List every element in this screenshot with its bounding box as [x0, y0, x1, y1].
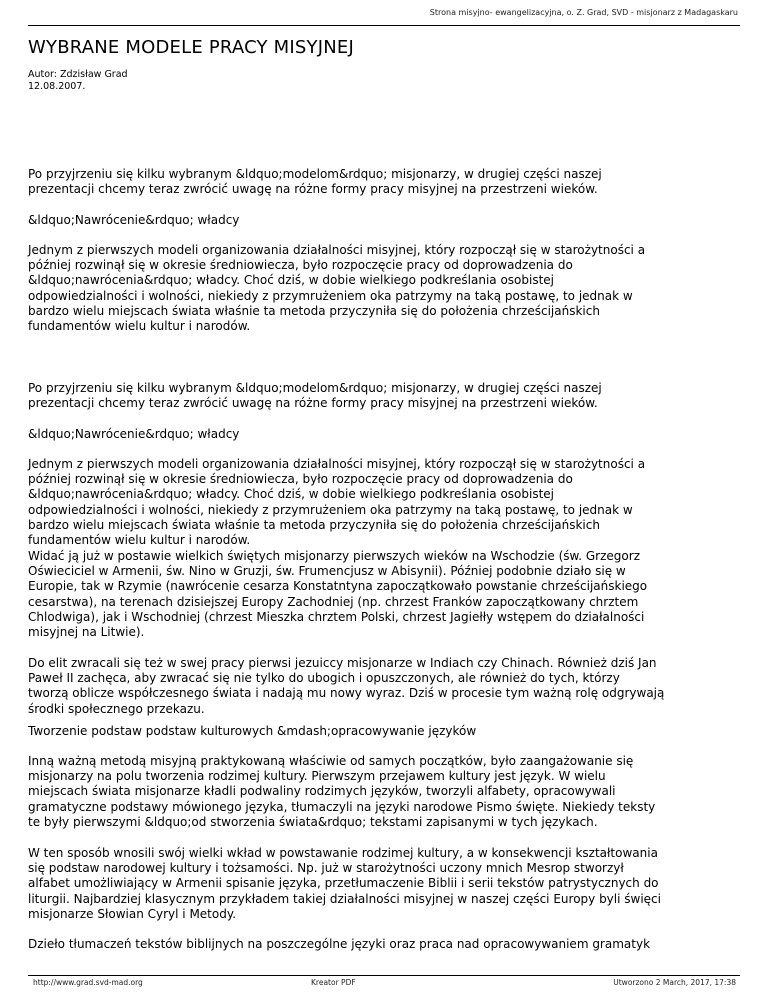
- text-line: prezentacji chcemy teraz zwrócić uwagę na różne formy pracy misyjnej na przestrzeni wieków.: [28, 396, 598, 411]
- text-line: te były pierwszymi &ldquo;od stworzenia świata&rdquo; tekstami zapisanymi w tych językach.: [28, 814, 598, 829]
- text-line: później rozwinął się w okresie średniowiecza, było rozpoczęcie pracy od doprowadzenia do: [28, 258, 573, 273]
- text-line: miejscach świata misjonarze kładli podwaliny rodzimych języków, tworzyli alfabety, opracowywali: [28, 784, 616, 799]
- text-line: misyjnej na Litwie).: [28, 625, 145, 640]
- footer-created: Utworzono 2 March, 2017, 17:38: [613, 978, 736, 987]
- paragraph-culture: [28, 846, 740, 922]
- text-line: W ten sposób wnosili swój wielki wkład w powstawanie rodzimej kultury, a w konsekwencji kształtowania: [28, 846, 658, 860]
- text-line: fundamentów wielu kultur i narodów.: [28, 319, 251, 334]
- paragraph-elites: [28, 656, 740, 717]
- text-line: odpowiedzialności i wolności, niekiedy z przymrużeniem oka patrzymy na taką postawę, to jednak w: [28, 502, 633, 517]
- paragraph-conversion-1: [28, 243, 740, 334]
- text-line: Dzieło tłumaczeń tekstów biblijnych na poszczególne języki oraz praca nad opracowywaniem gramatyk: [28, 937, 651, 951]
- footer-generator: Kreator PDF: [311, 978, 356, 987]
- paragraph-saints: [28, 549, 740, 640]
- text-line: prezentacji chcemy teraz zwrócić uwagę na różne formy pracy misyjnej na przestrzeni wieków.: [28, 182, 598, 197]
- header-divider: [28, 25, 740, 26]
- author-line: Autor: Zdzisław Grad: [28, 69, 128, 80]
- text-line: bardzo wielu miejscach świata właśnie ta metoda przyczyniła się do położenia chrześcijańskich: [28, 517, 600, 532]
- text-line: alfabet umożliwiający w Armenii spisanie języka, przetłumaczenie Biblii i serii tekstów patrystycznych do: [28, 876, 659, 891]
- paragraph-conversion-2: [28, 457, 740, 548]
- text-line: Po przyjrzeniu się kilku wybranym &ldquo;modelom&rdquo; misjonarzy, w drugiej części naszej: [28, 381, 602, 395]
- text-line: &ldquo;Nawrócenie&rdquo; władcy: [28, 427, 240, 441]
- text-line: Chlodwiga), jak i Wschodniej (chrzest Mieszka chrztem Polski, chrzest Jagiełły wstępem do działalności: [28, 609, 645, 624]
- footer-url[interactable]: http://www.grad.svd-mad.org: [33, 978, 143, 987]
- text-line: misjonarze Słowian Cyryl i Metody.: [28, 906, 237, 921]
- paragraph-languages: [28, 754, 740, 830]
- text-line: fundamentów wielu kultur i narodów.: [28, 533, 251, 548]
- text-line: gramatyczne podstawy mówionego języka, tłumaczyli na języki narodowe Pismo święte. Niekiedy teksty: [28, 799, 656, 814]
- paragraph-intro-1: [28, 167, 740, 197]
- article-meta: [28, 69, 128, 93]
- date-line: 12.08.2007.: [28, 81, 86, 92]
- article-title: WYBRANE MODELE PRACY MISYJNEJ: [28, 37, 354, 58]
- text-line: &ldquo;nawrócenia&rdquo; władcy. Choć dziś, w dobie wielkiego podkreślania osobistej: [28, 487, 555, 502]
- subheading-conversion-1: [28, 213, 740, 228]
- text-line: liturgii. Najbardziej klasycznym przykładem takiej działalności misyjnej w naszej części Europy byli święci: [28, 891, 661, 906]
- text-line: Inną ważną metodą misyjną praktykowaną właściwie od samych początków, było zaangażowanie się: [28, 754, 634, 768]
- text-line: &ldquo;Nawrócenie&rdquo; władcy: [28, 213, 240, 227]
- text-line: tworzą oblicze współczesnego świata i nadają mu nowy wyraz. Dziś w procesie tym ważną rolę odgrywają: [28, 686, 665, 701]
- text-line: Tworzenie podstaw podstaw kulturowych &mdash;opracowywanie języków: [28, 724, 477, 738]
- page-header: Strona misyjno- ewangelizacyjna, o. Z. Grad, SVD - misjonarz z Madagaskaru: [429, 8, 738, 17]
- text-line: Jednym z pierwszych modeli organizowania działalności misyjnej, który rozpoczął się w starożytności a: [28, 457, 646, 471]
- text-line: środki społecznego przekazu.: [28, 701, 205, 716]
- text-line: misjonarzy na polu tworzenia rodzimej kultury. Pierwszym przejawem kultury jest język. W wielu: [28, 769, 606, 784]
- text-line: Po przyjrzeniu się kilku wybranym &ldquo;modelom&rdquo; misjonarzy, w drugiej części naszej: [28, 167, 602, 181]
- subheading-languages: [28, 724, 740, 739]
- text-line: Europie, tak w Rzymie (nawrócenie cesarza Konstatntyna zapoczątkowało powstanie chrześcijańskiego: [28, 579, 648, 594]
- text-line: Do elit zwracali się też w swej pracy pierwsi jezuiccy misjonarze w Indiach czy Chinach. Również dziś Jan: [28, 656, 657, 670]
- text-line: bardzo wielu miejscach świata właśnie ta metoda przyczyniła się do położenia chrześcijańskich: [28, 303, 600, 318]
- footer-divider: [28, 975, 740, 976]
- text-line: &ldquo;nawrócenia&rdquo; władcy. Choć dziś, w dobie wielkiego podkreślania osobistej: [28, 273, 555, 288]
- text-line: odpowiedzialności i wolności, niekiedy z przymrużeniem oka patrzymy na taką postawę, to jednak w: [28, 288, 633, 303]
- text-line: Jednym z pierwszych modeli organizowania działalności misyjnej, który rozpoczął się w starożytności a: [28, 243, 646, 257]
- text-line: Paweł II zachęca, aby zwracać się nie tylko do ubogich i opuszczonych, ale również do tych, którzy: [28, 671, 620, 686]
- text-line: później rozwinął się w okresie średniowiecza, było rozpoczęcie pracy od doprowadzenia do: [28, 472, 573, 487]
- text-line: Widać ją już w postawie wielkich świętych misjonarzy pierwszych wieków na Wschodzie (św. Grzegorz: [28, 549, 640, 563]
- text-line: Oświeciciel w Armenii, św. Nino w Gruzji, św. Frumencjusz w Abisynii). Później podobnie działo się w: [28, 564, 626, 579]
- text-line: się podstaw narodowej kultury i tożsamości. Np. już w starożytności uczony mnich Mesrop stworzył: [28, 861, 624, 876]
- paragraph-translations: [28, 937, 740, 952]
- text-line: cesarstwa), na terenach dzisiejszej Europy Zachodniej (np. chrzest Franków zapoczątkowany chrztem: [28, 594, 639, 609]
- paragraph-intro-2: [28, 381, 740, 411]
- subheading-conversion-2: [28, 427, 740, 442]
